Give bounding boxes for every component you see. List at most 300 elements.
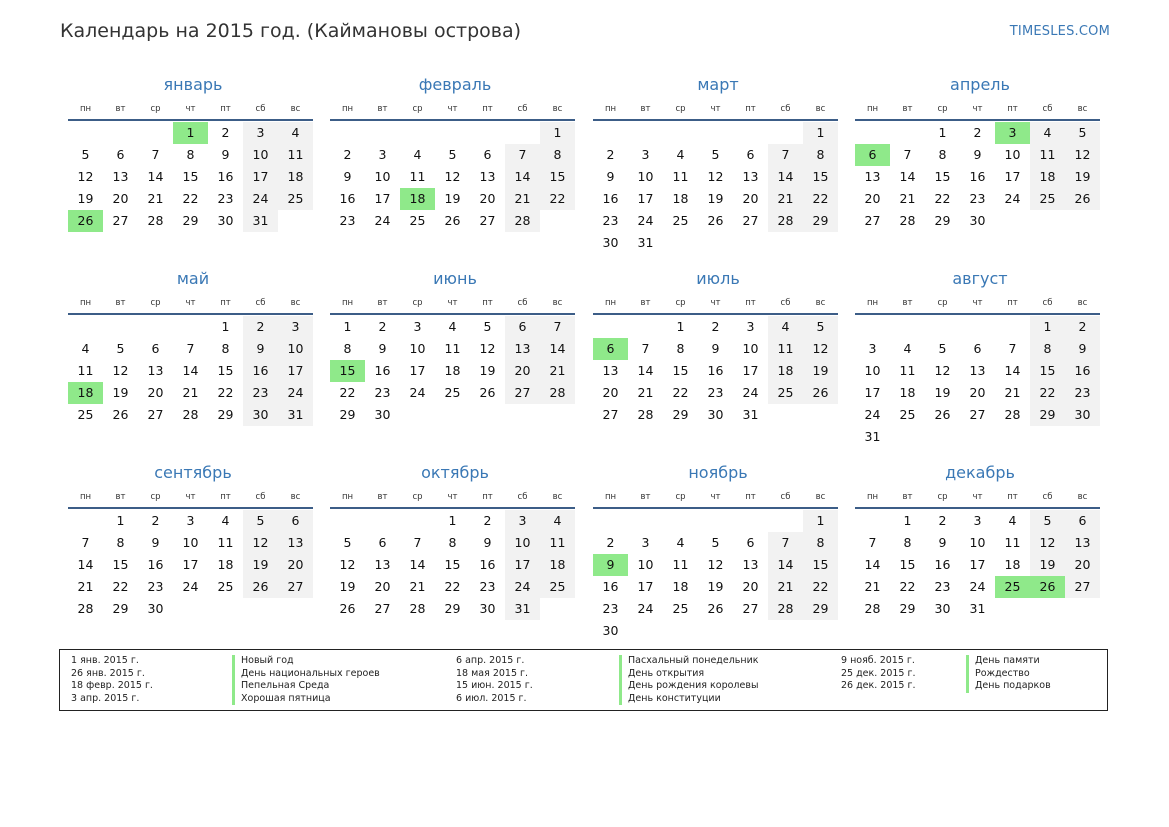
week-row xyxy=(855,426,1100,448)
day-cell: 5 xyxy=(116,341,125,356)
day-cell: 28 xyxy=(409,601,426,616)
empty-cell xyxy=(855,510,890,532)
holiday-name: День открытия xyxy=(619,668,704,681)
weekend-day-cell: 25 xyxy=(1030,188,1065,210)
day-cell: 7 xyxy=(81,535,90,550)
weekend-day-cell: 27 xyxy=(278,576,313,598)
day-cell: 9 xyxy=(711,341,720,356)
week-row xyxy=(330,144,575,166)
empty-cell xyxy=(593,510,628,532)
day-cell: 12 xyxy=(707,557,724,572)
week-row xyxy=(68,576,313,598)
weekend-day-cell: 31 xyxy=(243,210,278,232)
empty-cell xyxy=(470,404,505,426)
weekday-header xyxy=(68,296,313,310)
day-cell: 7 xyxy=(151,147,160,162)
empty-cell xyxy=(733,620,768,642)
empty-cell xyxy=(995,426,1030,448)
weekend-day-cell: 6 xyxy=(278,510,313,532)
holiday-name: Новый год xyxy=(232,655,294,668)
week-row xyxy=(330,122,575,144)
day-cell: 6 xyxy=(116,147,125,162)
day-cell: 9 xyxy=(938,535,947,550)
page-title: Календарь на 2015 год. (Каймановы острова) xyxy=(60,20,522,42)
day-cell: 19 xyxy=(444,191,461,206)
weekend-day-cell: 29 xyxy=(1030,404,1065,426)
day-cell: 24 xyxy=(182,579,199,594)
day-cell: 15 xyxy=(182,169,199,184)
weekend-day-cell: 27 xyxy=(505,382,540,404)
day-cell: 23 xyxy=(602,213,619,228)
week-row xyxy=(855,316,1100,338)
weekday-label: пт xyxy=(220,104,231,114)
weekday-label: сб xyxy=(255,104,266,114)
day-cell: 25 xyxy=(899,407,916,422)
weekend-day-cell: 9 xyxy=(243,338,278,360)
empty-cell xyxy=(733,232,768,254)
weekday-label: сб xyxy=(1042,298,1053,308)
weekend-day-cell: 18 xyxy=(768,360,803,382)
weekend-day-cell: 7 xyxy=(768,532,803,554)
day-cell: 7 xyxy=(413,535,422,550)
header-divider xyxy=(68,313,313,315)
month-name: май xyxy=(176,269,210,288)
holiday-day-cell: 18 xyxy=(68,382,103,404)
day-cell: 11 xyxy=(672,169,689,184)
week-row xyxy=(68,316,313,338)
weekday-label: чт xyxy=(710,298,721,308)
day-cell: 27 xyxy=(479,213,496,228)
week-row xyxy=(855,166,1100,188)
holiday-day-cell: 1 xyxy=(173,122,208,144)
weekday-label: ср xyxy=(412,298,423,308)
day-cell: 11 xyxy=(444,341,461,356)
empty-cell xyxy=(995,598,1030,620)
day-cell: 24 xyxy=(969,579,986,594)
day-cell: 11 xyxy=(672,557,689,572)
month-name: сентябрь xyxy=(154,463,232,482)
week-row xyxy=(68,404,313,426)
weekday-label: вт xyxy=(902,492,913,502)
day-cell: 23 xyxy=(479,579,496,594)
weekday-header xyxy=(593,296,838,310)
holiday-day-cell: 26 xyxy=(68,210,103,232)
empty-cell xyxy=(365,122,400,144)
day-cell: 3 xyxy=(868,341,877,356)
empty-cell xyxy=(68,510,103,532)
weekend-day-cell: 1 xyxy=(540,122,575,144)
day-cell: 1 xyxy=(448,513,457,528)
day-cell: 28 xyxy=(77,601,94,616)
day-cell: 24 xyxy=(637,213,654,228)
month-4 xyxy=(855,74,1100,232)
day-cell: 23 xyxy=(969,191,986,206)
day-cell: 16 xyxy=(707,363,724,378)
weekday-label: ср xyxy=(150,492,161,502)
day-cell: 31 xyxy=(637,235,654,250)
day-cell: 17 xyxy=(182,557,199,572)
holiday-date: 18 февр. 2015 г. xyxy=(71,680,153,691)
weekday-label: сб xyxy=(1042,104,1053,114)
day-cell: 27 xyxy=(742,213,759,228)
holiday-name: Пасхальный понедельник xyxy=(619,655,759,668)
day-cell: 13 xyxy=(479,169,496,184)
legend-entry xyxy=(456,668,819,681)
weekday-label: пн xyxy=(341,104,354,114)
weekend-day-cell: 1 xyxy=(803,122,838,144)
weekend-day-cell: 4 xyxy=(278,122,313,144)
day-cell: 23 xyxy=(934,579,951,594)
legend-entry xyxy=(456,655,819,668)
day-cell: 27 xyxy=(147,407,164,422)
day-cell: 28 xyxy=(637,407,654,422)
weekday-label: чт xyxy=(972,104,983,114)
day-cell: 6 xyxy=(746,147,755,162)
day-cell: 7 xyxy=(868,535,877,550)
weekday-label: вс xyxy=(815,298,826,308)
week-row xyxy=(68,188,313,210)
day-cell: 2 xyxy=(221,125,230,140)
weekday-label: пн xyxy=(604,492,617,502)
day-cell: 4 xyxy=(676,535,685,550)
weekday-label: пн xyxy=(79,492,92,502)
day-cell: 7 xyxy=(903,147,912,162)
day-cell: 11 xyxy=(217,535,234,550)
weekday-label: пн xyxy=(341,492,354,502)
weekday-header xyxy=(855,490,1100,504)
day-cell: 1 xyxy=(116,513,125,528)
holiday-name: Рождество xyxy=(966,668,1030,681)
day-cell: 29 xyxy=(112,601,129,616)
week-row xyxy=(593,620,838,642)
empty-cell xyxy=(803,232,838,254)
day-cell: 19 xyxy=(112,385,129,400)
empty-cell xyxy=(733,510,768,532)
day-cell: 13 xyxy=(742,557,759,572)
day-cell: 17 xyxy=(742,363,759,378)
day-cell: 23 xyxy=(374,385,391,400)
empty-cell xyxy=(925,426,960,448)
header-divider xyxy=(593,119,838,121)
holiday-day-cell: 26 xyxy=(1030,576,1065,598)
week-row xyxy=(855,210,1100,232)
month-8 xyxy=(855,268,1100,448)
week-row xyxy=(855,404,1100,426)
legend-entry xyxy=(71,693,432,706)
day-cell: 27 xyxy=(112,213,129,228)
empty-cell xyxy=(698,232,733,254)
week-row xyxy=(330,404,575,426)
week-row xyxy=(330,382,575,404)
weekend-day-cell: 22 xyxy=(803,188,838,210)
empty-cell xyxy=(663,122,698,144)
day-cell: 24 xyxy=(409,385,426,400)
weekend-day-cell: 18 xyxy=(278,166,313,188)
day-cell: 5 xyxy=(938,341,947,356)
day-cell: 8 xyxy=(221,341,230,356)
weekend-day-cell: 19 xyxy=(803,360,838,382)
weekend-day-cell: 13 xyxy=(278,532,313,554)
day-cell: 28 xyxy=(1004,407,1021,422)
day-cell: 20 xyxy=(742,191,759,206)
weekday-label: пт xyxy=(1007,104,1018,114)
weekday-label: пт xyxy=(220,298,231,308)
weekday-label: вс xyxy=(552,492,563,502)
day-cell: 9 xyxy=(606,169,615,184)
day-cell: 29 xyxy=(899,601,916,616)
day-cell: 8 xyxy=(938,147,947,162)
day-cell: 14 xyxy=(1004,363,1021,378)
day-cell: 21 xyxy=(899,191,916,206)
day-cell: 10 xyxy=(182,535,199,550)
day-cell: 16 xyxy=(339,191,356,206)
weekday-label: сб xyxy=(780,492,791,502)
day-cell: 20 xyxy=(374,579,391,594)
weekend-day-cell: 30 xyxy=(1065,404,1100,426)
weekend-day-cell: 8 xyxy=(1030,338,1065,360)
day-cell: 2 xyxy=(483,513,492,528)
weekday-label: вт xyxy=(640,298,651,308)
weekend-day-cell: 12 xyxy=(1065,144,1100,166)
weekend-day-cell: 28 xyxy=(540,382,575,404)
week-row xyxy=(855,598,1100,620)
day-cell: 16 xyxy=(934,557,951,572)
day-cell: 10 xyxy=(969,535,986,550)
day-cell: 12 xyxy=(77,169,94,184)
weekday-label: ср xyxy=(412,104,423,114)
month-11 xyxy=(593,462,838,642)
week-row xyxy=(330,210,575,232)
legend-entry xyxy=(71,655,432,668)
weekday-label: вс xyxy=(815,104,826,114)
day-cell: 24 xyxy=(742,385,759,400)
day-cell: 20 xyxy=(112,191,129,206)
day-cell: 2 xyxy=(606,147,615,162)
weekend-day-cell: 8 xyxy=(540,144,575,166)
day-cell: 30 xyxy=(934,601,951,616)
header-divider xyxy=(855,507,1100,509)
weekend-day-cell: 14 xyxy=(768,166,803,188)
weekend-day-cell: 25 xyxy=(768,382,803,404)
day-cell: 22 xyxy=(217,385,234,400)
weekend-day-cell: 26 xyxy=(803,382,838,404)
weekend-day-cell: 14 xyxy=(505,166,540,188)
day-cell: 8 xyxy=(343,341,352,356)
weekend-day-cell: 29 xyxy=(803,598,838,620)
day-cell: 14 xyxy=(409,557,426,572)
week-row xyxy=(855,382,1100,404)
day-cell: 19 xyxy=(339,579,356,594)
day-cell: 5 xyxy=(448,147,457,162)
empty-cell xyxy=(663,232,698,254)
week-row xyxy=(330,576,575,598)
weekday-label: вс xyxy=(552,298,563,308)
day-cell: 8 xyxy=(116,535,125,550)
week-row xyxy=(593,166,838,188)
weekday-label: вс xyxy=(815,492,826,502)
weekday-label: чт xyxy=(447,298,458,308)
weekend-day-cell: 2 xyxy=(1065,316,1100,338)
day-cell: 30 xyxy=(602,623,619,638)
day-cell: 2 xyxy=(938,513,947,528)
week-row xyxy=(855,532,1100,554)
day-cell: 29 xyxy=(444,601,461,616)
empty-cell xyxy=(663,510,698,532)
day-cell: 14 xyxy=(637,363,654,378)
week-row xyxy=(68,360,313,382)
week-row xyxy=(855,510,1100,532)
day-cell: 14 xyxy=(77,557,94,572)
weekday-label: сб xyxy=(255,492,266,502)
day-cell: 19 xyxy=(934,385,951,400)
day-cell: 5 xyxy=(483,319,492,334)
empty-cell xyxy=(628,620,663,642)
weekend-day-cell: 7 xyxy=(768,144,803,166)
day-cell: 21 xyxy=(637,385,654,400)
weekend-day-cell: 19 xyxy=(1030,554,1065,576)
day-cell: 9 xyxy=(483,535,492,550)
day-cell: 12 xyxy=(444,169,461,184)
weekend-day-cell: 4 xyxy=(1030,122,1065,144)
weekend-day-cell: 6 xyxy=(505,316,540,338)
day-cell: 22 xyxy=(444,579,461,594)
weekend-day-cell: 12 xyxy=(803,338,838,360)
weekday-label: пт xyxy=(482,298,493,308)
day-cell: 17 xyxy=(374,191,391,206)
empty-cell xyxy=(803,620,838,642)
weekend-day-cell: 11 xyxy=(278,144,313,166)
day-cell: 22 xyxy=(934,191,951,206)
empty-cell xyxy=(995,210,1030,232)
day-cell: 17 xyxy=(637,191,654,206)
empty-cell xyxy=(278,598,313,620)
day-cell: 3 xyxy=(641,147,650,162)
weekday-label: чт xyxy=(185,104,196,114)
day-cell: 27 xyxy=(374,601,391,616)
weekend-day-cell: 3 xyxy=(243,122,278,144)
day-cell: 15 xyxy=(112,557,129,572)
weekend-day-cell: 31 xyxy=(505,598,540,620)
day-cell: 27 xyxy=(864,213,881,228)
weekday-label: ср xyxy=(412,492,423,502)
day-cell: 21 xyxy=(77,579,94,594)
empty-cell xyxy=(768,620,803,642)
day-cell: 9 xyxy=(973,147,982,162)
holiday-date: 9 нояб. 2015 г. xyxy=(841,655,915,666)
day-cell: 25 xyxy=(217,579,234,594)
weekend-day-cell: 25 xyxy=(540,576,575,598)
week-row xyxy=(68,122,313,144)
header-divider xyxy=(330,507,575,509)
holiday-name: День рождения королевы xyxy=(619,680,758,693)
empty-cell xyxy=(400,404,435,426)
month-7 xyxy=(593,268,838,426)
week-row xyxy=(68,382,313,404)
day-cell: 27 xyxy=(602,407,619,422)
weekday-label: вт xyxy=(640,104,651,114)
day-cell: 20 xyxy=(602,385,619,400)
brand-link[interactable]: TIMESLES.COM xyxy=(1009,24,1110,39)
day-cell: 18 xyxy=(672,579,689,594)
day-cell: 6 xyxy=(378,535,387,550)
legend-column xyxy=(841,655,1166,693)
day-cell: 6 xyxy=(483,147,492,162)
weekday-label: вс xyxy=(290,492,301,502)
header-divider xyxy=(68,119,313,121)
day-cell: 29 xyxy=(217,407,234,422)
empty-cell xyxy=(1065,598,1100,620)
weekday-label: вт xyxy=(377,104,388,114)
day-cell: 12 xyxy=(112,363,129,378)
day-cell: 29 xyxy=(672,407,689,422)
holiday-day-cell: 3 xyxy=(995,122,1030,144)
weekday-header xyxy=(855,102,1100,116)
day-cell: 2 xyxy=(973,125,982,140)
week-row xyxy=(855,554,1100,576)
day-cell: 22 xyxy=(672,385,689,400)
weekday-label: ср xyxy=(675,104,686,114)
weekday-label: сб xyxy=(517,104,528,114)
weekend-day-cell: 21 xyxy=(768,188,803,210)
day-cell: 26 xyxy=(112,407,129,422)
day-cell: 7 xyxy=(186,341,195,356)
day-cell: 8 xyxy=(903,535,912,550)
day-cell: 10 xyxy=(1004,147,1021,162)
empty-cell xyxy=(243,598,278,620)
empty-cell xyxy=(1030,598,1065,620)
weekend-day-cell: 5 xyxy=(1065,122,1100,144)
weekend-day-cell: 5 xyxy=(803,316,838,338)
day-cell: 29 xyxy=(339,407,356,422)
weekend-day-cell: 6 xyxy=(1065,510,1100,532)
weekday-header xyxy=(330,296,575,310)
day-cell: 22 xyxy=(899,579,916,594)
day-cell: 19 xyxy=(479,363,496,378)
weekday-header xyxy=(593,490,838,504)
empty-cell xyxy=(593,122,628,144)
day-cell: 10 xyxy=(374,169,391,184)
weekday-label: ср xyxy=(937,492,948,502)
day-cell: 9 xyxy=(343,169,352,184)
day-cell: 4 xyxy=(1008,513,1017,528)
legend-entry xyxy=(456,693,819,706)
weekday-label: пт xyxy=(1007,492,1018,502)
day-cell: 26 xyxy=(934,407,951,422)
weekday-header xyxy=(593,102,838,116)
weekday-label: пт xyxy=(482,104,493,114)
day-cell: 30 xyxy=(969,213,986,228)
day-cell: 5 xyxy=(343,535,352,550)
empty-cell xyxy=(400,122,435,144)
day-cell: 20 xyxy=(969,385,986,400)
weekend-day-cell: 16 xyxy=(1065,360,1100,382)
day-cell: 13 xyxy=(742,169,759,184)
empty-cell xyxy=(1030,210,1065,232)
weekend-day-cell: 18 xyxy=(540,554,575,576)
weekend-day-cell: 23 xyxy=(1065,382,1100,404)
day-cell: 16 xyxy=(374,363,391,378)
weekday-label: пт xyxy=(745,298,756,308)
day-cell: 25 xyxy=(672,601,689,616)
weekday-label: ср xyxy=(150,298,161,308)
holiday-date: 15 июн. 2015 г. xyxy=(456,680,533,691)
day-cell: 16 xyxy=(147,557,164,572)
empty-cell xyxy=(855,122,890,144)
day-cell: 31 xyxy=(864,429,881,444)
weekend-day-cell: 23 xyxy=(243,382,278,404)
day-cell: 14 xyxy=(182,363,199,378)
day-cell: 25 xyxy=(77,407,94,422)
